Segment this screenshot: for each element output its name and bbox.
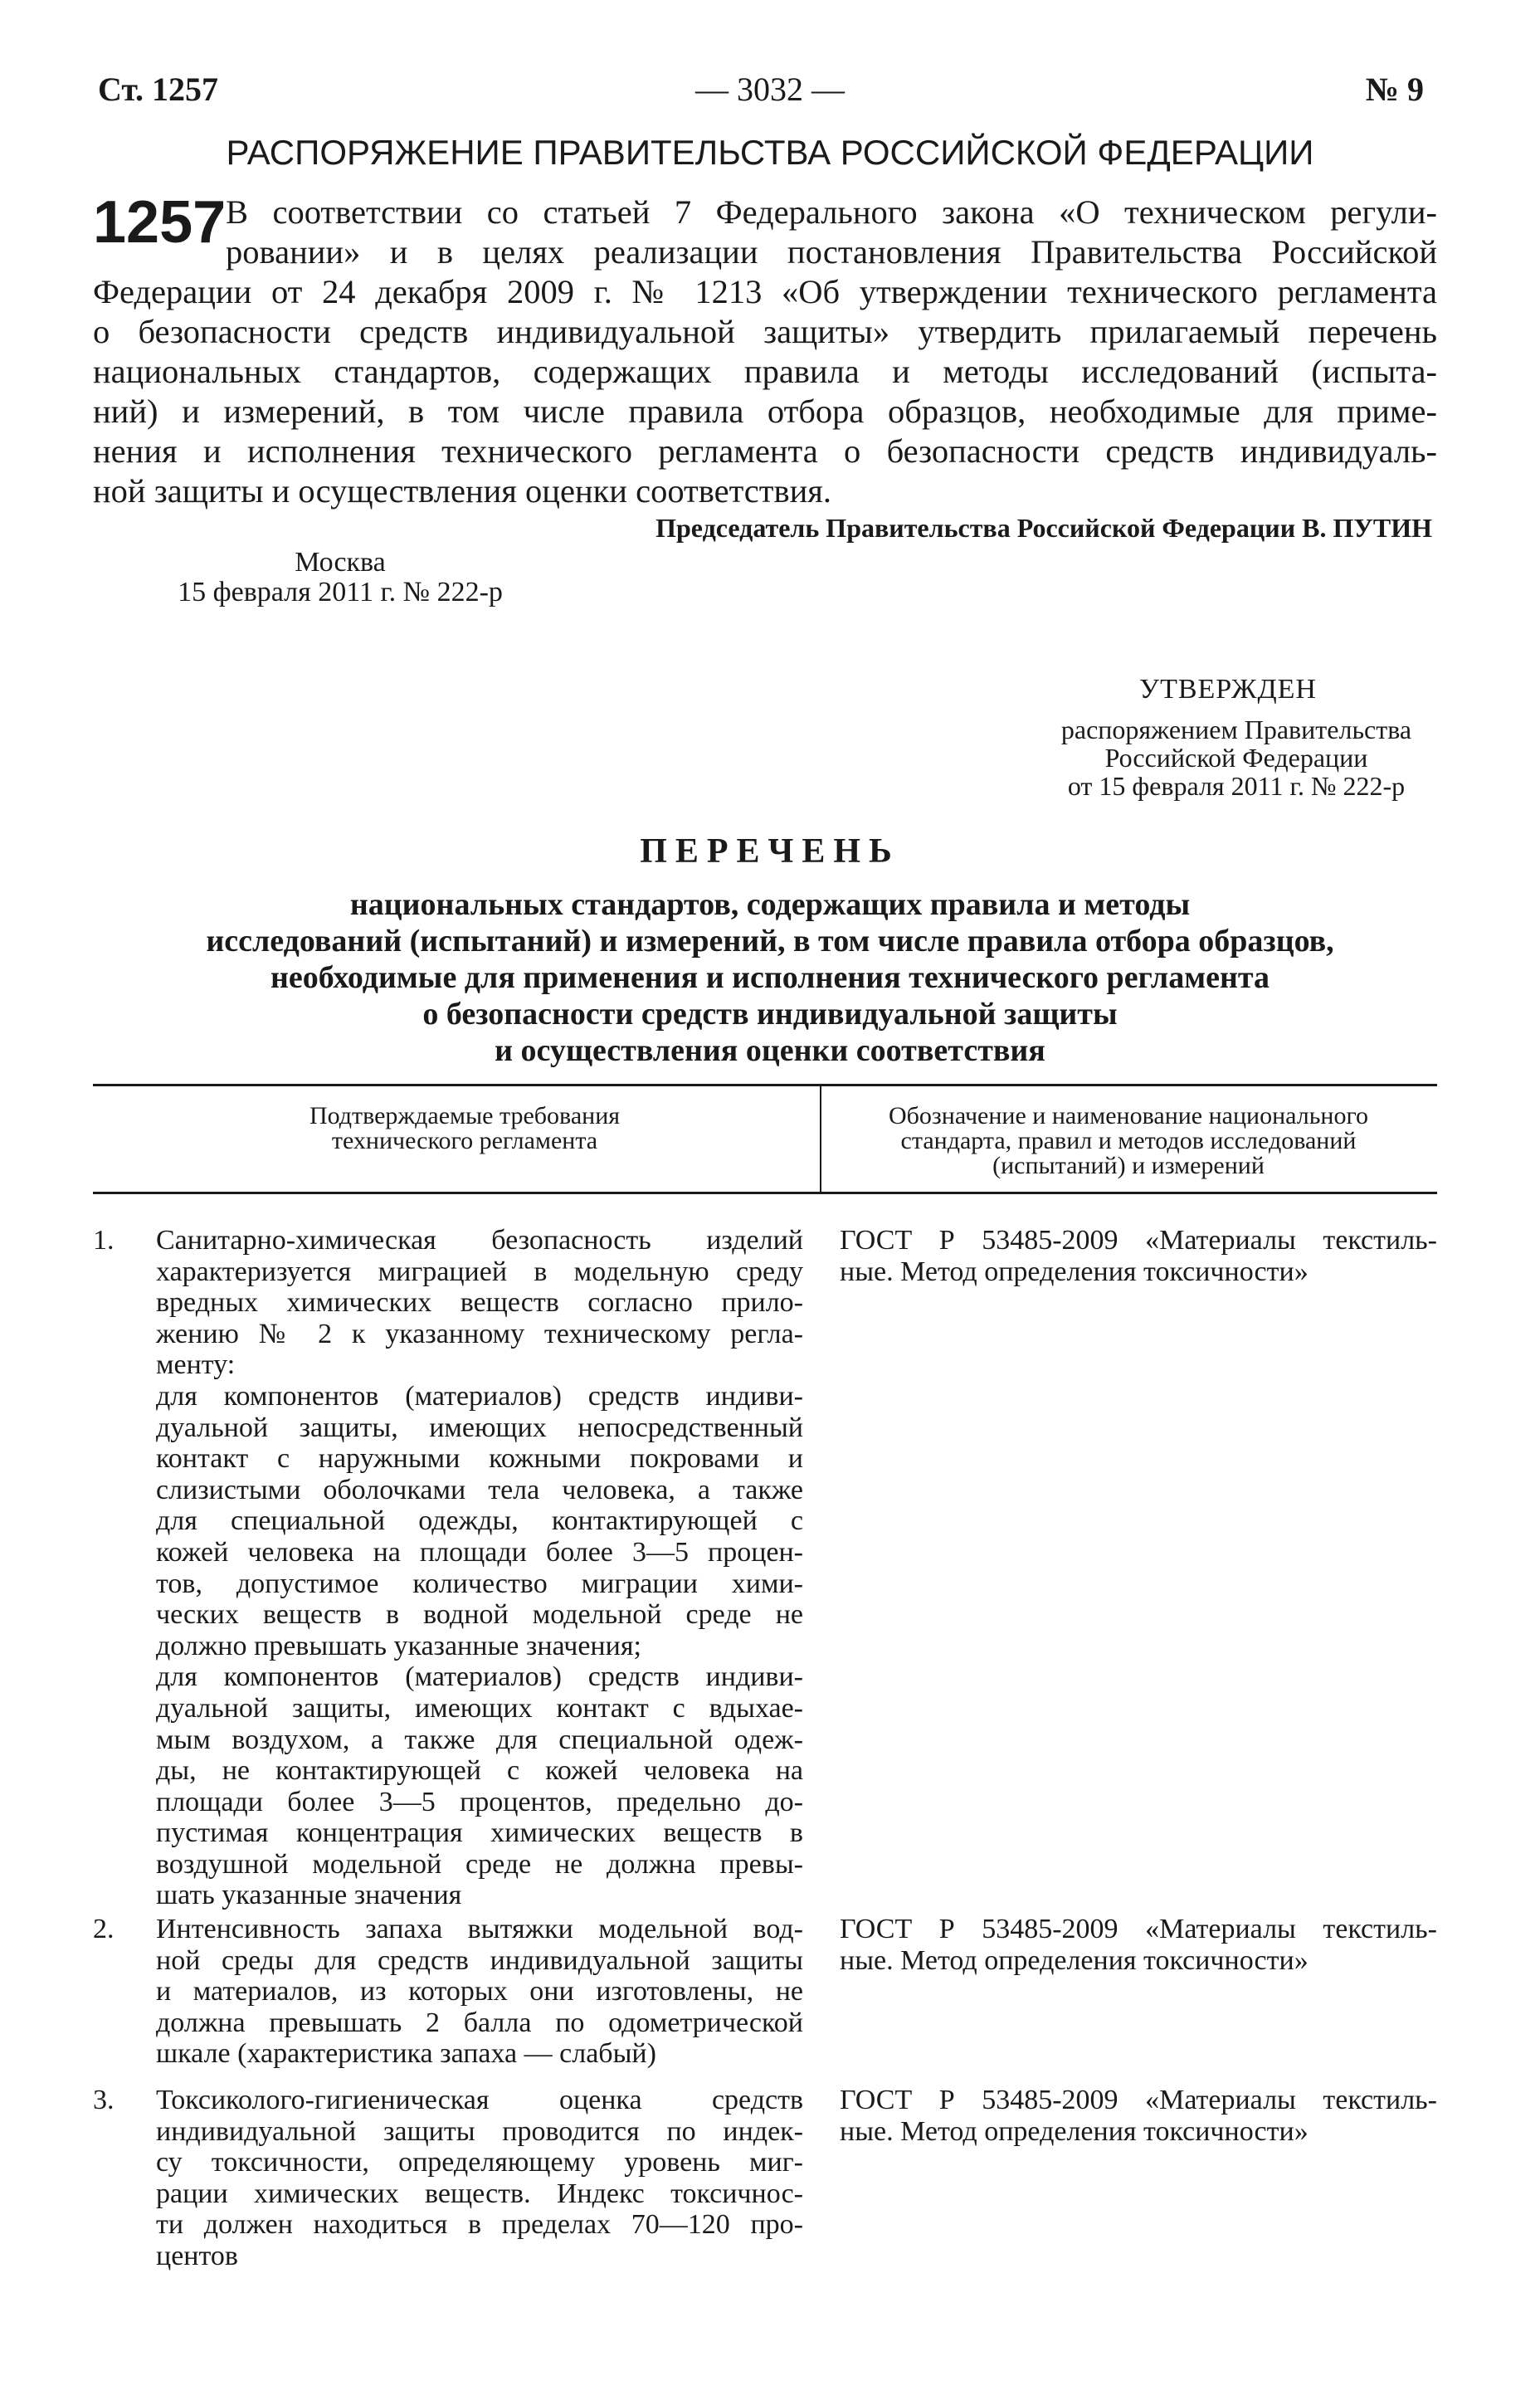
row-standard [840, 2085, 1437, 2147]
list-subtitle [0, 886, 1540, 1069]
page-number: — 3032 — [695, 71, 845, 108]
text-line: ГОСТ Р 53485-2009 «Материалы текстиль- [840, 2085, 1437, 2115]
table-header-rule [93, 1192, 1437, 1194]
table-header-requirements [149, 1104, 780, 1154]
table-column-divider [820, 1085, 821, 1192]
text-line: вредных химических веществ согласно прило- [156, 1287, 803, 1319]
row-standard [840, 1914, 1437, 1976]
row-number: 3. [93, 2085, 115, 2115]
order-title: РАСПОРЯЖЕНИЕ ПРАВИТЕЛЬСТВА РОССИЙСКОЙ ФЕДЕРАЦИИ [226, 133, 1314, 172]
intro-line: В соответствии со статьей 7 Федерального закона «О техническом регули- [226, 193, 1437, 231]
signature: Председатель Правительства Российской Федерации В. ПУТИН [655, 513, 1432, 543]
approval-body [1037, 715, 1435, 800]
subtitle-line: необходимые для применения и исполнения технического регламента [270, 960, 1270, 995]
text-line: рации химических веществ. Индекс токсичнос- [156, 2178, 803, 2209]
issue-number: № 9 [1365, 71, 1424, 108]
text-line: шкале (характеристика запаха — слабый) [156, 2038, 656, 2070]
text-line: тов, допустимое количество миграции хими- [156, 1568, 803, 1599]
text-line: мым воздухом, а также для специальной одеж- [156, 1724, 803, 1755]
text-line: для компонентов (материалов) средств индиви- [156, 1661, 803, 1693]
row-requirement [156, 1225, 803, 1911]
text-line: контакт с наружными кожными покровами и [156, 1443, 803, 1475]
text-line: дуальной защиты, имеющих контакт с вдыхае- [156, 1692, 803, 1724]
text-line: ные. Метод определения токсичности» [840, 1944, 1309, 1976]
text-line: кожей человека на площади более 3—5 процен- [156, 1536, 803, 1568]
text-line: жению № 2 к указанному техническому регла- [156, 1318, 803, 1349]
text-line: ческих веществ в водной модельной среде не [156, 1599, 803, 1631]
header-line: стандарта, правил и методов исследований [900, 1127, 1357, 1154]
row-number: 2. [93, 1914, 115, 1944]
text-line: индивидуальной защиты проводится по индек- [156, 2115, 803, 2147]
intro-line: ровании» и в целях реализации постановления Правительства Российской [226, 233, 1437, 271]
approval-line: Российской Федерации [1104, 743, 1368, 773]
text-line: ной среды для средств индивидуальной защиты [156, 1944, 803, 1976]
text-line: для компонентов (материалов) средств индиви- [156, 1380, 803, 1412]
text-line: ти должен находиться в пределах 70—120 про- [156, 2209, 803, 2241]
header-line: технического регламента [331, 1127, 598, 1154]
text-line: Санитарно-химическая безопасность изделий [156, 1225, 803, 1256]
row-requirement [156, 1914, 803, 2070]
approval-line: от 15 февраля 2011 г. № 222-р [1067, 771, 1406, 801]
text-line: су токсичности, определяющему уровень миг- [156, 2147, 803, 2178]
text-line: ГОСТ Р 53485-2009 «Материалы текстиль- [840, 1914, 1437, 1944]
approval-title: УТВЕРЖДЕН [1139, 674, 1317, 705]
text-line: слизистыми оболочками тела человека, а также [156, 1474, 803, 1505]
table-header-standards [838, 1104, 1419, 1178]
header-line: (испытаний) и измерений [992, 1152, 1265, 1179]
header-line: Подтверждаемые требования [309, 1102, 621, 1129]
intro-line: ний) и измерений, в том числе правила отбора образцов, необходимые для приме- [93, 393, 1437, 430]
list-title: ПЕРЕЧЕНЬ [640, 832, 900, 871]
text-line: ные. Метод определения токсичности» [840, 1256, 1309, 1287]
subtitle-line: исследований (испытаний) и измерений, в том числе правила отбора образцов, [206, 924, 1334, 959]
text-line: шать указанные значения [156, 1880, 462, 1911]
row-standard [840, 1225, 1437, 1287]
text-line: и материалов, из которых они изготовлены, не [156, 1976, 803, 2007]
subtitle-line: и осуществления оценки соответствия [495, 1033, 1045, 1068]
row-requirement [156, 2085, 803, 2272]
text-line: ГОСТ Р 53485-2009 «Материалы текстиль- [840, 1225, 1437, 1256]
text-line: воздушной модельной среде не должна превы- [156, 1848, 803, 1880]
intro-line: нения и исполнения технического регламента о безопасности средств индивидуаль- [93, 432, 1437, 470]
intro-line: ной защиты и осуществления оценки соответствия. [93, 472, 832, 510]
text-line: Токсиколого-гигиеническая оценка средств [156, 2085, 803, 2115]
article-number: Ст. 1257 [98, 71, 218, 108]
text-line: характеризуется миграцией в модельную среду [156, 1256, 803, 1287]
text-line: ные. Метод определения токсичности» [840, 2115, 1309, 2147]
text-line: дуальной защиты, имеющих непосредственный [156, 1412, 803, 1443]
intro-line: о безопасности средств индивидуальной защиты» утвердить прилагаемый перечень [93, 313, 1437, 350]
text-line: для специальной одежды, контактирующей с [156, 1505, 803, 1537]
text-line: центов [156, 2240, 238, 2271]
approval-line: распоряжением Правительства [1060, 715, 1412, 744]
subtitle-line: национальных стандартов, содержащих правила и методы [349, 887, 1191, 922]
text-line: ды, не контактирующей с кожей человека на [156, 1755, 803, 1787]
text-line: пустимая концентрация химических веществ в [156, 1817, 803, 1849]
place-city: Москва [295, 547, 386, 578]
text-line: должна превышать 2 балла по одометрической [156, 2007, 803, 2038]
text-line: Интенсивность запаха вытяжки модельной вод- [156, 1914, 803, 1944]
text-line: площади более 3—5 процентов, предельно до- [156, 1786, 803, 1817]
subtitle-line: о безопасности средств индивидуальной защиты [422, 997, 1118, 1032]
table-top-rule [93, 1084, 1437, 1086]
intro-line: Федерации от 24 декабря 2009 г. № 1213 «Об утверждении технического регламента [93, 273, 1437, 310]
header-line: Обозначение и наименование национального [889, 1102, 1368, 1129]
row-number: 1. [93, 1225, 115, 1256]
order-date-number: 15 февраля 2011 г. № 222-р [178, 577, 503, 607]
text-line: должно превышать указанные значения; [156, 1630, 641, 1661]
place-date [158, 548, 523, 607]
intro-line: национальных стандартов, содержащих правила и методы исследований (испыта- [93, 353, 1437, 390]
order-number: 1257 [93, 189, 227, 256]
text-line: менту: [156, 1349, 236, 1381]
